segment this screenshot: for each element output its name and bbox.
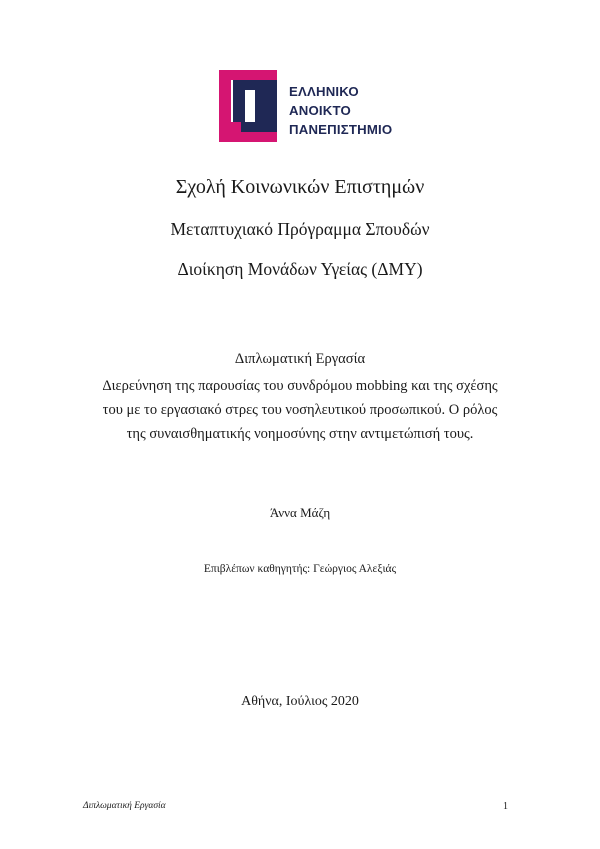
thesis-title-line: του με το εργασιακό στρες του νοσηλευτικού προσωπικού. Ο ρόλος <box>102 402 498 418</box>
school-name: Σχολή Κοινωνικών Επιστημών <box>175 176 425 198</box>
logo-line: ΑΝΟΙΚΤΟ <box>289 103 351 118</box>
document-type: Διπλωματική Εργασία <box>234 351 366 367</box>
thesis-title-line: της συναισθηματικής νοημοσύνης στην αντιμετώπισή τους. <box>126 426 474 442</box>
logo-line: ΕΛΛΗΝΙΚΟ <box>289 84 359 99</box>
thesis-title-line: Διερεύνηση της παρουσίας του συνδρόμου mobbing και της σχέσης <box>102 378 498 394</box>
logo-line: ΠΑΝΕΠΙΣΤΗΜΙΟ <box>289 122 393 137</box>
logo-white-notch <box>245 90 255 122</box>
logo-wordmark <box>289 82 392 139</box>
page-number: 1 <box>503 801 508 812</box>
place-date: Αθήνα, Ιούλιος 2020 <box>241 694 359 709</box>
author-name: Άννα Μάζη <box>269 505 331 520</box>
supervisor: Επιβλέπων καθηγητής: Γεώργιος Αλεξιάς <box>203 563 397 575</box>
program-name: Μεταπτυχιακό Πρόγραμμα Σπουδών <box>170 219 430 239</box>
footer-label: Διπλωματική Εργασία <box>83 801 166 811</box>
specialty-name: Διοίκηση Μονάδων Υγείας (ΔΜΥ) <box>177 259 423 279</box>
thesis-title <box>0 374 600 446</box>
